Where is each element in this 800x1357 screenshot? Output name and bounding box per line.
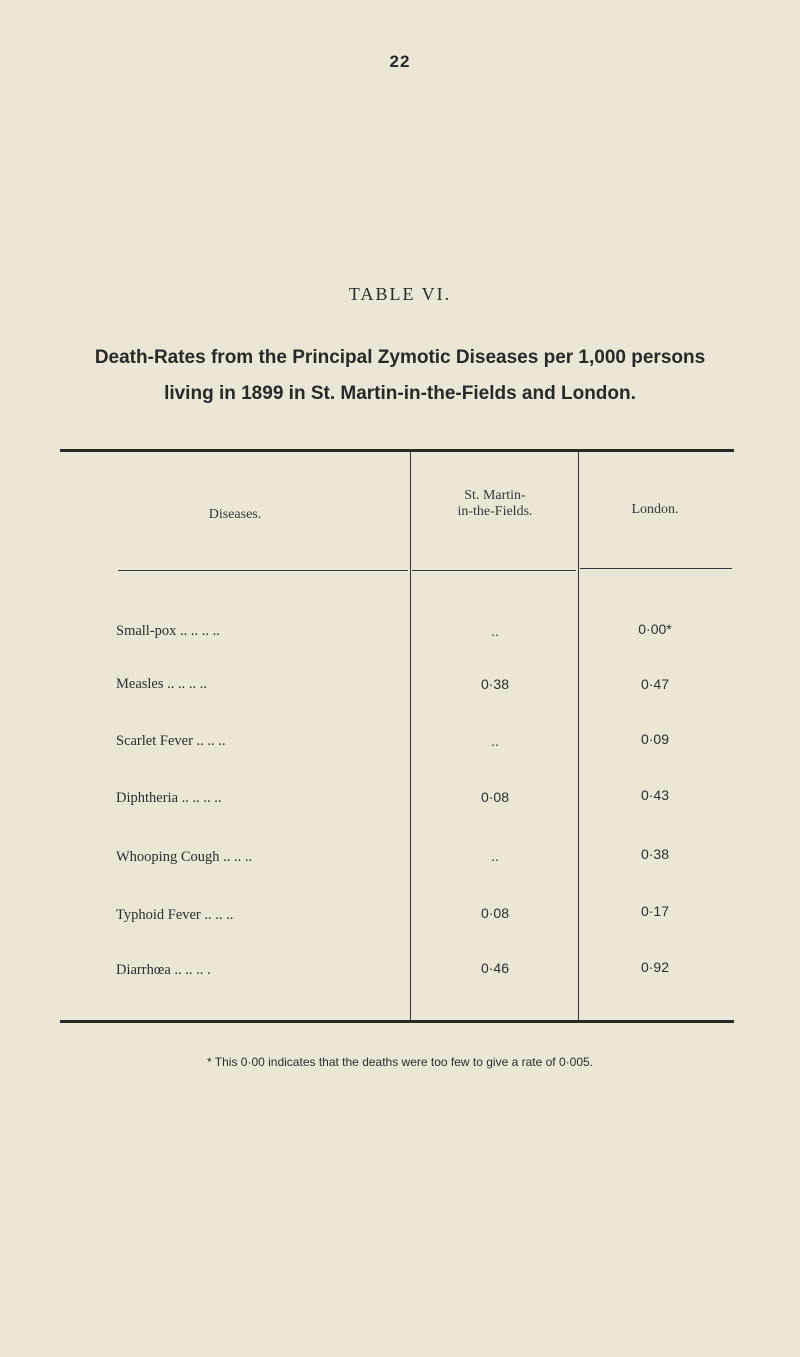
column-header-diseases: Diseases. bbox=[208, 507, 262, 522]
cell-st-martin: 0·38 bbox=[480, 676, 510, 692]
heading-line-2: living in 1899 in St. Martin-in-the-Fields and London. bbox=[164, 383, 636, 404]
cell-london: 0·17 bbox=[640, 903, 670, 919]
cell-london: 0·47 bbox=[640, 676, 670, 692]
cell-london: 0·00* bbox=[638, 621, 672, 637]
header-rule-2 bbox=[412, 570, 576, 571]
row-label: Small-pox .. .. .. .. bbox=[116, 623, 220, 639]
header-rule-1 bbox=[118, 570, 408, 571]
column-header-st-martin bbox=[412, 488, 578, 520]
column-header-st-martin-line-1: St. Martin- bbox=[464, 488, 526, 503]
row-label: Typhoid Fever .. .. .. bbox=[116, 907, 234, 923]
cell-london: 0·38 bbox=[640, 846, 670, 862]
row-label: Diarrhœa .. .. .. . bbox=[116, 962, 211, 978]
cell-london: 0·09 bbox=[640, 731, 670, 747]
table-label: TABLE VI. bbox=[348, 284, 452, 304]
cell-london: 0·92 bbox=[640, 959, 670, 975]
table-heading bbox=[40, 340, 760, 412]
column-divider-2 bbox=[578, 452, 579, 1020]
footnote: * This 0·00 indicates that the deaths were too few to give a rate of 0·005. bbox=[206, 1055, 593, 1069]
table-top-rule bbox=[60, 449, 734, 452]
column-header-london: London. bbox=[631, 502, 679, 517]
header-rule-3 bbox=[580, 568, 732, 569]
table-bottom-rule bbox=[60, 1020, 734, 1023]
row-label: Diphtheria .. .. .. .. bbox=[116, 790, 222, 806]
cell-st-martin: .. bbox=[491, 733, 499, 749]
page-number: 22 bbox=[389, 52, 411, 71]
cell-st-martin: .. bbox=[491, 623, 499, 639]
row-label: Whooping Cough .. .. .. bbox=[116, 849, 253, 865]
heading-line-1: Death-Rates from the Principal Zymotic Diseases per 1,000 persons bbox=[94, 347, 706, 368]
row-label: Measles .. .. .. .. bbox=[116, 676, 208, 692]
cell-st-martin: 0·46 bbox=[480, 960, 510, 976]
column-divider-1 bbox=[410, 452, 411, 1020]
column-header-st-martin-line-2: in-the-Fields. bbox=[457, 504, 533, 519]
cell-st-martin: 0·08 bbox=[480, 789, 510, 805]
cell-st-martin: 0·08 bbox=[480, 905, 510, 921]
row-label: Scarlet Fever .. .. .. bbox=[116, 733, 226, 749]
cell-london: 0·43 bbox=[640, 787, 670, 803]
cell-st-martin: .. bbox=[491, 848, 499, 864]
